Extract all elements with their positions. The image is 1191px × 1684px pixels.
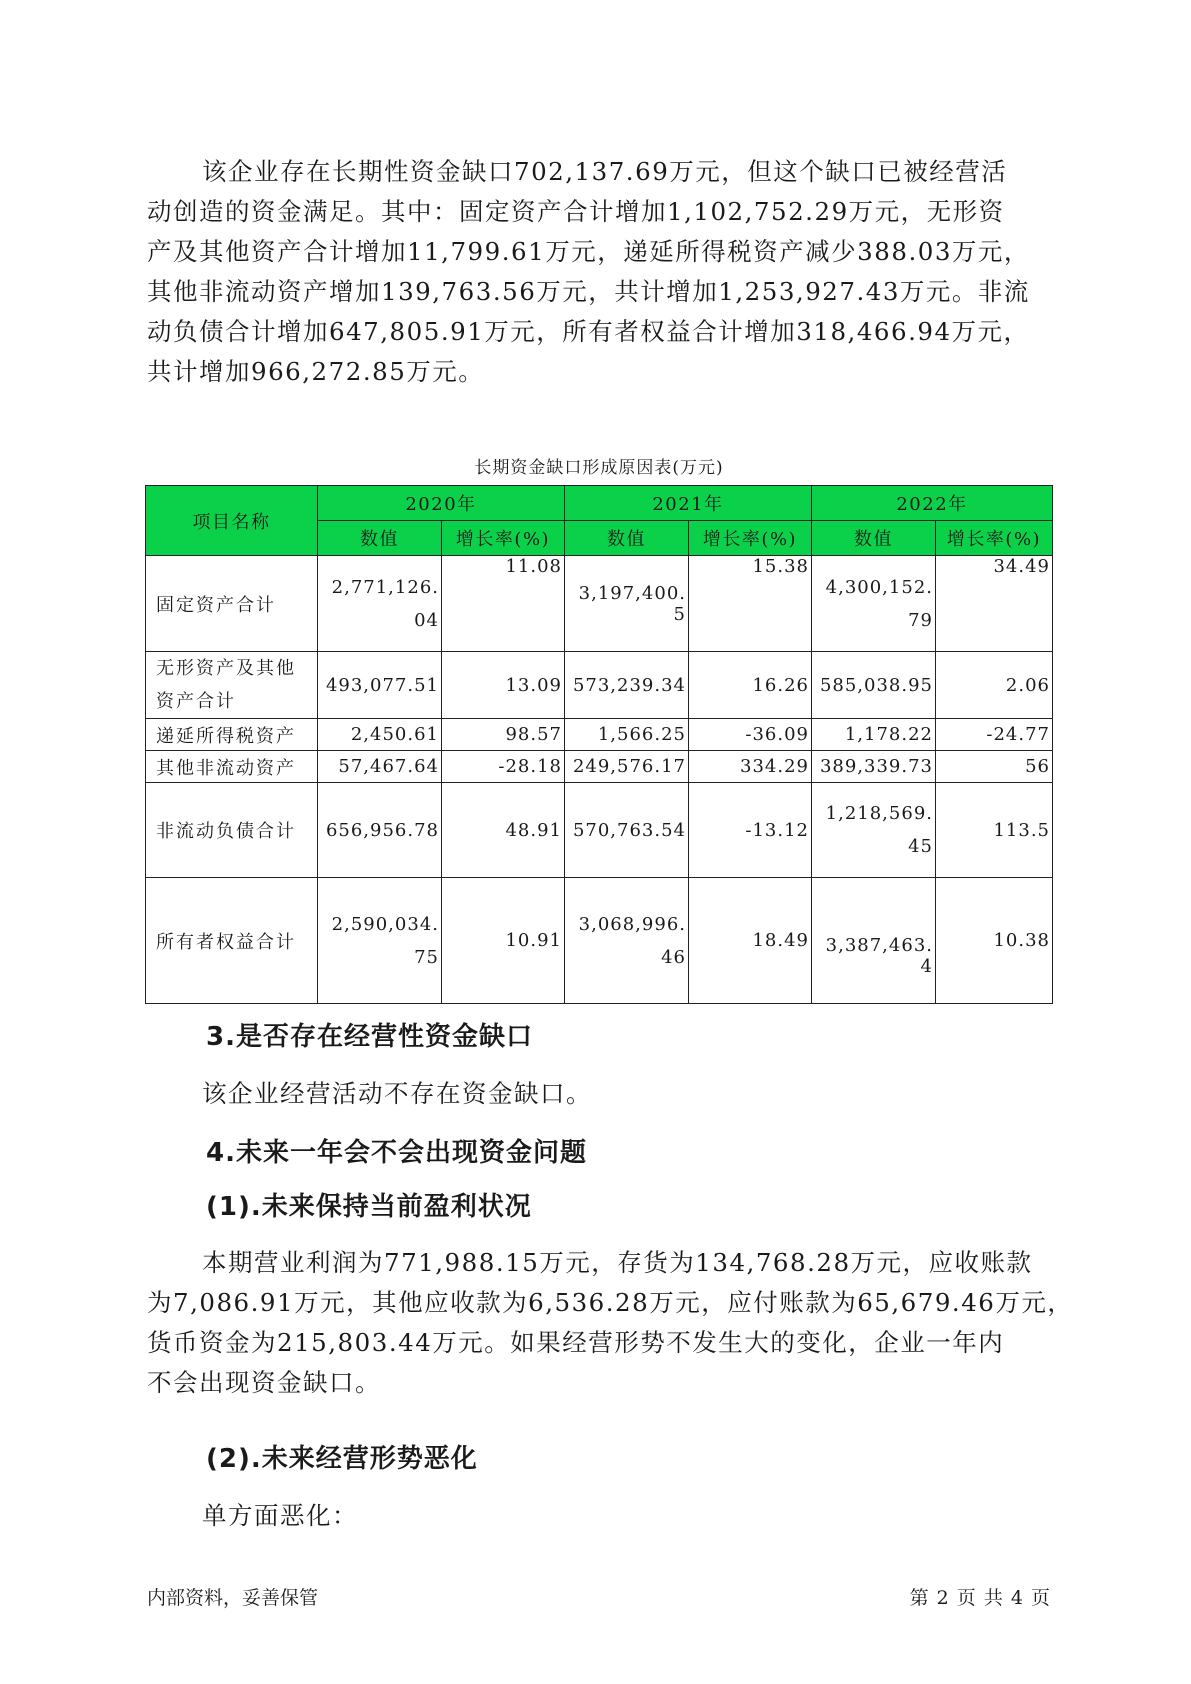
cell-value: 57,467.64	[318, 751, 442, 783]
header-year-2022: 2022年	[812, 486, 1053, 521]
cell-growth: 334.29	[689, 751, 812, 783]
row-name: 非流动负债合计	[146, 783, 318, 878]
section41-line: 不会出现资金缺口。	[147, 1368, 381, 1397]
cell-growth: -28.18	[442, 751, 565, 783]
funding-gap-table	[145, 485, 1053, 1004]
cell-growth: -36.09	[689, 719, 812, 751]
cell-value: 1,566.25	[565, 719, 689, 751]
cell-value	[318, 878, 442, 1004]
cell-value: 493,077.51	[318, 652, 442, 719]
section41-line: 为7,086.91万元，其他应收款为6,536.28万元，应付账款为65,679.46万元，	[147, 1288, 1074, 1317]
section41-line: 本期营业利润为771,988.15万元，存货为134,768.28万元，应收账款	[202, 1248, 1033, 1277]
cell-growth: 13.09	[442, 652, 565, 719]
cell-growth: 34.49	[936, 556, 1053, 652]
section41-line: 货币资金为215,803.44万元。如果经营形势不发生大的变化，企业一年内	[147, 1328, 1005, 1357]
row-name	[146, 652, 318, 719]
intro-line: 共计增加966,272.85万元。	[147, 357, 485, 386]
cell-growth: 113.5	[936, 783, 1053, 878]
header-value: 数值	[812, 521, 936, 556]
cell-text: 3,068,996.46	[578, 913, 686, 968]
cell-text: 1,218,569.45	[825, 803, 933, 857]
intro-line: 动负债合计增加647,805.91万元，所有者权益合计增加318,466.94万元，	[147, 317, 1030, 346]
cell-value	[565, 878, 689, 1004]
intro-line: 动创造的资金满足。其中：固定资产合计增加1,102,752.29万元，无形资	[147, 197, 1005, 226]
cell-text: 4,300,152.79	[825, 576, 933, 631]
header-item-name: 项目名称	[146, 486, 318, 556]
cell-value: 3,197,400.5	[565, 556, 689, 652]
section41-paragraph	[147, 1243, 1074, 1403]
table-row	[146, 719, 1053, 751]
cell-growth: -24.77	[936, 719, 1053, 751]
cell-value: 249,576.17	[565, 751, 689, 783]
table-row	[146, 652, 1053, 719]
cell-growth: 2.06	[936, 652, 1053, 719]
header-year-2021: 2021年	[565, 486, 812, 521]
footer-confidential-note: 内部资料，妥善保管	[147, 1587, 319, 1609]
cell-value: 3,387,463.4	[812, 878, 936, 1004]
cell-value: 2,450.61	[318, 719, 442, 751]
cell-value	[812, 556, 936, 652]
table-header-row	[146, 486, 1053, 521]
header-value: 数值	[565, 521, 689, 556]
cell-growth: 11.08	[442, 556, 565, 652]
intro-line: 产及其他资产合计增加11,799.61万元，递延所得税资产减少388.03万元，	[147, 237, 1030, 266]
section3-text: 该企业经营活动不存在资金缺口。	[202, 1079, 592, 1108]
cell-value: 573,239.34	[565, 652, 689, 719]
cell-value: 585,038.95	[812, 652, 936, 719]
cell-text: 2,771,126.04	[331, 576, 439, 631]
section3-heading: 3.是否存在经营性资金缺口	[206, 1022, 533, 1052]
cell-growth: 10.91	[442, 878, 565, 1004]
cell-text: 2,590,034.75	[331, 913, 439, 968]
cell-value	[318, 556, 442, 652]
cell-value: 1,178.22	[812, 719, 936, 751]
intro-line: 该企业存在长期性资金缺口702,137.69万元，但这个缺口已被经营活	[202, 157, 1008, 186]
cell-growth: 56	[936, 751, 1053, 783]
table-row	[146, 751, 1053, 783]
section42-text: 单方面恶化：	[202, 1501, 358, 1530]
table-row	[146, 556, 1053, 652]
header-year-2020: 2020年	[318, 486, 565, 521]
table-row	[146, 783, 1053, 878]
header-growth: 增长率(%)	[442, 521, 565, 556]
header-growth: 增长率(%)	[936, 521, 1053, 556]
cell-value: 656,956.78	[318, 783, 442, 878]
cell-growth: 16.26	[689, 652, 812, 719]
table-row	[146, 878, 1053, 1004]
row-name: 所有者权益合计	[146, 878, 318, 1004]
cell-growth: 15.38	[689, 556, 812, 652]
section4-heading: 4.未来一年会不会出现资金问题	[206, 1138, 587, 1168]
section41-heading: (1).未来保持当前盈利状况	[206, 1192, 532, 1222]
intro-paragraph	[147, 152, 1047, 392]
cell-growth: 48.91	[442, 783, 565, 878]
cell-growth: -13.12	[689, 783, 812, 878]
header-growth: 增长率(%)	[689, 521, 812, 556]
intro-line: 其他非流动资产增加139,763.56万元，共计增加1,253,927.43万元。非流	[147, 277, 1030, 306]
cell-value: 389,339.73	[812, 751, 936, 783]
cell-value: 570,763.54	[565, 783, 689, 878]
cell-value	[812, 783, 936, 878]
cell-growth: 10.38	[936, 878, 1053, 1004]
cell-text: 无形资产及其他资产合计	[156, 658, 296, 712]
section42-heading: (2).未来经营形势恶化	[206, 1444, 478, 1474]
row-name: 固定资产合计	[146, 556, 318, 652]
cell-growth: 98.57	[442, 719, 565, 751]
footer-page-number: 第 2 页 共 4 页	[909, 1587, 1051, 1609]
cell-growth: 18.49	[689, 878, 812, 1004]
table-caption: 长期资金缺口形成原因表(万元)	[474, 458, 724, 478]
row-name: 递延所得税资产	[146, 719, 318, 751]
header-value: 数值	[318, 521, 442, 556]
row-name: 其他非流动资产	[146, 751, 318, 783]
